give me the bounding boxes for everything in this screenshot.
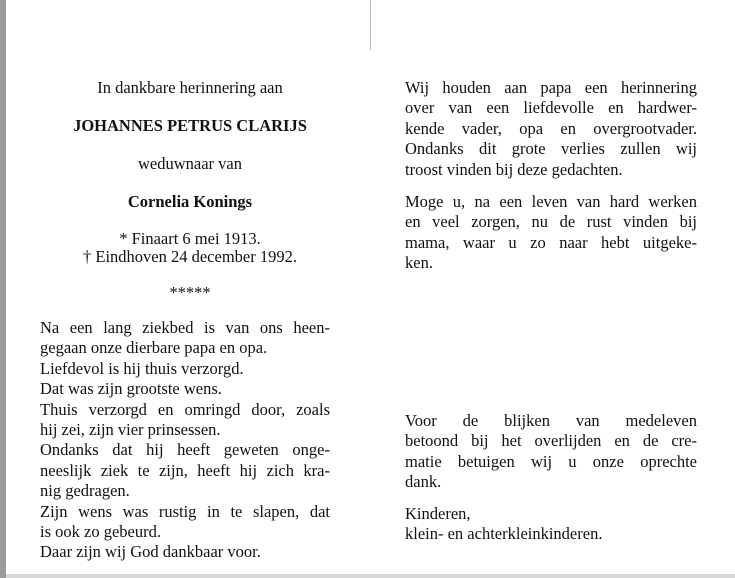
deceased-name: JOHANNES PETRUS CLARIJS <box>73 116 307 135</box>
poem-line: Thuis verzorgd en omringd door, zoals <box>40 399 330 419</box>
relation-line: weduwnaar van <box>138 154 242 173</box>
birth-line: * Finaart 6 mei 1913. <box>119 229 261 248</box>
poem-block <box>40 318 330 563</box>
poem-line: is ook zo gebeurd. <box>40 522 161 542</box>
text-line: Moge u, na een leven van hard werken <box>405 192 697 211</box>
text-line: matie betuigen wij u onze oprechte <box>405 451 697 471</box>
poem-line: hij zei, zijn vier prinsessen. <box>40 420 221 440</box>
poem-line: Ondanks dat hij heeft geweten onge- <box>40 440 330 460</box>
poem-line: Daar zijn wij God dankbaar voor. <box>40 542 261 562</box>
text-line: dank. <box>405 472 442 492</box>
poem-line: Na een lang ziekbed is van ons heen- <box>40 318 330 337</box>
text-line: klein- en achterkleinkinderen. <box>405 524 603 544</box>
text-line: kende vader, opa en overgrootvader. <box>405 118 697 138</box>
text-line: Voor de blijken van medeleven <box>405 411 697 430</box>
separator-stars: ***** <box>169 283 211 302</box>
text-line: Wij houden aan papa een herinnering <box>405 78 697 97</box>
closing-signature <box>405 504 697 545</box>
text-line: over van een liefdevolle en hardwer- <box>405 98 697 118</box>
poem-line: Zijn wens was rustig in te slapen, dat <box>40 501 330 521</box>
text-line: Kinderen, <box>405 504 471 523</box>
text-line: en veel zorgen, nu de rust vinden bij <box>405 212 697 232</box>
poem-line: gegaan onze dierbare papa en opa. <box>40 338 268 358</box>
text-line: troost vinden bij deze gedachten. <box>405 159 623 179</box>
spouse-name: Cornelia Konings <box>127 192 253 211</box>
poem-line: neeslijk ziek te zijn, heeft hij zich kra- <box>40 460 330 480</box>
left-panel <box>40 0 340 578</box>
text-line: mama, waar u zo naar hebt uitgeke- <box>405 232 697 252</box>
remembrance-paragraph <box>405 78 697 180</box>
poem-line: Liefdevol is hij thuis verzorgd. <box>40 358 244 378</box>
poem-line: nig gedragen. <box>40 481 130 501</box>
text-line: Ondanks dit grote verlies zullen wij <box>405 139 697 159</box>
thanks-paragraph <box>405 411 697 493</box>
right-panel <box>405 0 697 578</box>
poem-line: Dat was zijn grootste wens. <box>40 379 222 399</box>
card-left-edge <box>0 0 6 578</box>
intro-line: In dankbare herinnering aan <box>97 78 283 97</box>
rest-paragraph <box>405 192 697 274</box>
text-line: betoond bij het overlijden en de cre- <box>405 431 697 451</box>
text-line: ken. <box>405 253 433 273</box>
center-fold-line <box>370 0 371 50</box>
death-line: † Eindhoven 24 december 1992. <box>83 247 297 266</box>
